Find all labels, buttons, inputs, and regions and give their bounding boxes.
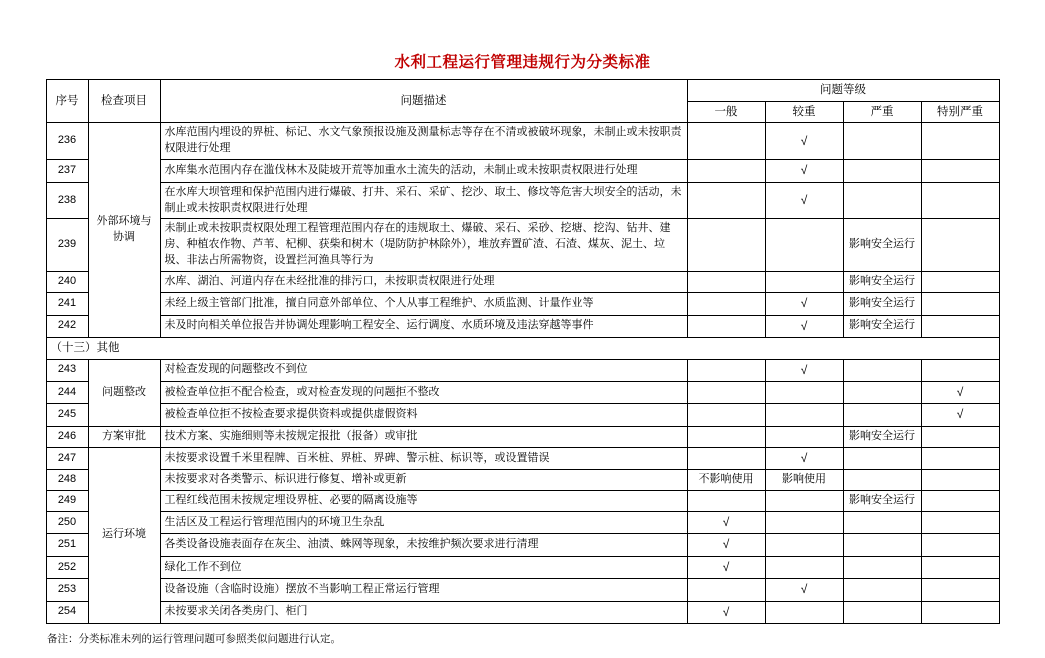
header-level-heavier: 较重 xyxy=(765,101,843,123)
violation-classification-table xyxy=(46,79,1000,624)
cell-level-very-severe xyxy=(921,579,999,601)
cell-seq: 246 xyxy=(46,426,88,447)
cell-level-heavier: 影响使用 xyxy=(765,470,843,491)
cell-level-general xyxy=(687,579,765,601)
cell-seq: 245 xyxy=(46,404,88,426)
cell-seq: 237 xyxy=(46,160,88,182)
cell-level-severe: 影响安全运行 xyxy=(843,491,921,512)
table-row xyxy=(46,123,999,160)
cell-description: 未经上级主管部门批准，擅自同意外部单位、个人从事工程维护、水质监测、计量作业等 xyxy=(160,293,687,315)
cell-level-severe xyxy=(843,404,921,426)
cell-level-very-severe xyxy=(921,426,999,447)
cell-level-general xyxy=(687,359,765,381)
cell-description: 未按要求设置千米里程牌、百米桩、界桩、界碑、警示桩、标识等，或设置错误 xyxy=(160,447,687,469)
cell-level-very-severe xyxy=(921,534,999,556)
cell-description: 生活区及工程运行管理范围内的环境卫生杂乱 xyxy=(160,512,687,534)
cell-level-severe: 影响安全运行 xyxy=(843,426,921,447)
header-row-1 xyxy=(46,80,999,102)
header-item: 检查项目 xyxy=(88,80,160,123)
cell-level-general xyxy=(687,315,765,337)
cell-level-heavier: √ xyxy=(765,160,843,182)
table-row xyxy=(46,491,999,512)
cell-description: 被检查单位拒不配合检查，或对检查发现的问题拒不整改 xyxy=(160,382,687,404)
cell-level-heavier xyxy=(765,219,843,272)
cell-level-heavier: √ xyxy=(765,293,843,315)
cell-level-heavier: √ xyxy=(765,182,843,219)
table-row xyxy=(46,579,999,601)
cell-level-heavier xyxy=(765,382,843,404)
cell-level-general xyxy=(687,272,765,293)
cell-level-very-severe xyxy=(921,123,999,160)
cell-level-very-severe xyxy=(921,293,999,315)
cell-level-severe xyxy=(843,359,921,381)
cell-description: 对检查发现的问题整改不到位 xyxy=(160,359,687,381)
cell-level-general xyxy=(687,382,765,404)
cell-level-severe xyxy=(843,534,921,556)
cell-level-heavier xyxy=(765,491,843,512)
cell-level-general xyxy=(687,447,765,469)
header-level-very-severe: 特别严重 xyxy=(921,101,999,123)
cell-level-very-severe xyxy=(921,160,999,182)
cell-level-severe: 影响安全运行 xyxy=(843,219,921,272)
cell-seq: 253 xyxy=(46,579,88,601)
cell-description: 未制止或未按职责权限处理工程管理范围内存在的违规取土、爆破、采石、采砂、挖塘、挖沟、钻井、建房、种植农作物、芦苇、杞柳、获柴和树木（堤防防护林除外），堆放弃置矿渣、石渣、煤灰、泥土、垃圾、非法占所需物资，设置拦河渔具等行为 xyxy=(160,219,687,272)
cell-level-severe xyxy=(843,601,921,623)
table-row xyxy=(46,359,999,381)
table-section-row xyxy=(46,338,999,360)
table-row xyxy=(46,426,999,447)
table-note: 备注：分类标准未列的运行管理问题可参照类似问题进行认定。 xyxy=(47,633,341,646)
cell-description: 技术方案、实施细则等未按规定报批（报备）或审批 xyxy=(160,426,687,447)
cell-level-heavier: √ xyxy=(765,123,843,160)
cell-level-very-severe xyxy=(921,601,999,623)
cell-level-general: √ xyxy=(687,512,765,534)
cell-level-very-severe: √ xyxy=(921,404,999,426)
page-title: 水利工程运行管理违规行为分类标准 xyxy=(394,54,651,71)
cell-level-very-severe xyxy=(921,447,999,469)
cell-check-item: 运行环境 xyxy=(88,447,160,623)
cell-level-heavier xyxy=(765,272,843,293)
section-label: （十三）其他 xyxy=(46,338,999,360)
cell-seq: 251 xyxy=(46,534,88,556)
cell-level-severe: 影响安全运行 xyxy=(843,315,921,337)
cell-level-heavier xyxy=(765,404,843,426)
cell-description: 各类设备设施表面存在灰尘、油渍、蛛网等现象，未按维护频次要求进行清理 xyxy=(160,534,687,556)
cell-level-severe: 影响安全运行 xyxy=(843,272,921,293)
cell-level-general: √ xyxy=(687,601,765,623)
header-seq: 序号 xyxy=(46,80,88,123)
cell-level-general xyxy=(687,293,765,315)
header-level-severe: 严重 xyxy=(843,101,921,123)
table-row xyxy=(46,470,999,491)
cell-seq: 250 xyxy=(46,512,88,534)
cell-level-heavier xyxy=(765,556,843,578)
cell-level-very-severe xyxy=(921,512,999,534)
cell-level-heavier: √ xyxy=(765,579,843,601)
cell-seq: 249 xyxy=(46,491,88,512)
cell-level-very-severe xyxy=(921,272,999,293)
cell-description: 未按要求关闭各类房门、柜门 xyxy=(160,601,687,623)
table-row xyxy=(46,447,999,469)
cell-level-severe xyxy=(843,182,921,219)
cell-check-item: 外部环境与协调 xyxy=(88,123,160,338)
cell-seq: 254 xyxy=(46,601,88,623)
table-header xyxy=(46,80,999,123)
cell-level-heavier: √ xyxy=(765,315,843,337)
table-body xyxy=(46,123,999,624)
header-desc: 问题描述 xyxy=(160,80,687,123)
table-row xyxy=(46,512,999,534)
cell-check-item: 方案审批 xyxy=(88,426,160,447)
header-level-general: 一般 xyxy=(687,101,765,123)
cell-level-general xyxy=(687,123,765,160)
cell-seq: 247 xyxy=(46,447,88,469)
cell-description: 在水库大坝管理和保护范围内进行爆破、打井、采石、采矿、挖沙、取土、修坟等危害大坝安全的活动，未制止或未按职责权限进行处理 xyxy=(160,182,687,219)
table-row xyxy=(46,315,999,337)
cell-level-heavier xyxy=(765,426,843,447)
table-row xyxy=(46,272,999,293)
cell-seq: 240 xyxy=(46,272,88,293)
cell-description: 工程红线范围未按规定埋设界桩、必要的隔离设施等 xyxy=(160,491,687,512)
table-row xyxy=(46,404,999,426)
cell-level-very-severe xyxy=(921,556,999,578)
cell-description: 水库、湖泊、河道内存在未经批准的排污口，未按职责权限进行处理 xyxy=(160,272,687,293)
cell-seq: 244 xyxy=(46,382,88,404)
cell-level-severe xyxy=(843,556,921,578)
cell-description: 未按要求对各类警示、标识进行修复、增补或更新 xyxy=(160,470,687,491)
cell-level-very-severe xyxy=(921,182,999,219)
cell-level-heavier xyxy=(765,534,843,556)
cell-level-general xyxy=(687,160,765,182)
cell-level-severe xyxy=(843,579,921,601)
cell-level-heavier xyxy=(765,512,843,534)
table-row xyxy=(46,382,999,404)
cell-level-general xyxy=(687,491,765,512)
cell-level-severe xyxy=(843,160,921,182)
cell-seq: 252 xyxy=(46,556,88,578)
cell-level-very-severe xyxy=(921,359,999,381)
cell-description: 设备设施（含临时设施）摆放不当影响工程正常运行管理 xyxy=(160,579,687,601)
cell-level-very-severe xyxy=(921,219,999,272)
cell-seq: 242 xyxy=(46,315,88,337)
header-level-group: 问题等级 xyxy=(687,80,999,102)
cell-seq: 239 xyxy=(46,219,88,272)
cell-seq: 243 xyxy=(46,359,88,381)
cell-level-general xyxy=(687,404,765,426)
table-row xyxy=(46,293,999,315)
cell-description: 水库集水范围内存在滥伐林木及陡坡开荒等加重水土流失的活动，未制止或未按职责权限进行处理 xyxy=(160,160,687,182)
table-row xyxy=(46,534,999,556)
table-row xyxy=(46,160,999,182)
cell-description: 被检查单位拒不按检查要求提供资料或提供虚假资料 xyxy=(160,404,687,426)
cell-level-general: 不影响使用 xyxy=(687,470,765,491)
cell-level-severe xyxy=(843,123,921,160)
table-row xyxy=(46,182,999,219)
table-row xyxy=(46,601,999,623)
cell-level-severe xyxy=(843,447,921,469)
table-row xyxy=(46,556,999,578)
cell-level-severe xyxy=(843,512,921,534)
cell-level-heavier: √ xyxy=(765,359,843,381)
cell-level-general xyxy=(687,219,765,272)
cell-level-very-severe xyxy=(921,315,999,337)
cell-level-heavier: √ xyxy=(765,447,843,469)
cell-level-general xyxy=(687,426,765,447)
cell-level-very-severe xyxy=(921,491,999,512)
cell-description: 水库范围内埋设的界桩、标记、水文气象预报设施及测量标志等存在不清或被破坏现象，未制止或未按职责权限进行处理 xyxy=(160,123,687,160)
cell-level-severe: 影响安全运行 xyxy=(843,293,921,315)
cell-check-item: 问题整改 xyxy=(88,359,160,426)
cell-description: 未及时向相关单位报告并协调处理影响工程安全、运行调度、水质环境及违法穿越等事件 xyxy=(160,315,687,337)
cell-description: 绿化工作不到位 xyxy=(160,556,687,578)
cell-seq: 248 xyxy=(46,470,88,491)
table-row xyxy=(46,219,999,272)
cell-seq: 241 xyxy=(46,293,88,315)
cell-seq: 238 xyxy=(46,182,88,219)
cell-level-very-severe xyxy=(921,470,999,491)
cell-level-heavier xyxy=(765,601,843,623)
cell-level-very-severe: √ xyxy=(921,382,999,404)
cell-level-severe xyxy=(843,382,921,404)
cell-level-general xyxy=(687,182,765,219)
cell-level-severe xyxy=(843,470,921,491)
cell-level-general: √ xyxy=(687,534,765,556)
cell-level-general: √ xyxy=(687,556,765,578)
cell-seq: 236 xyxy=(46,123,88,160)
